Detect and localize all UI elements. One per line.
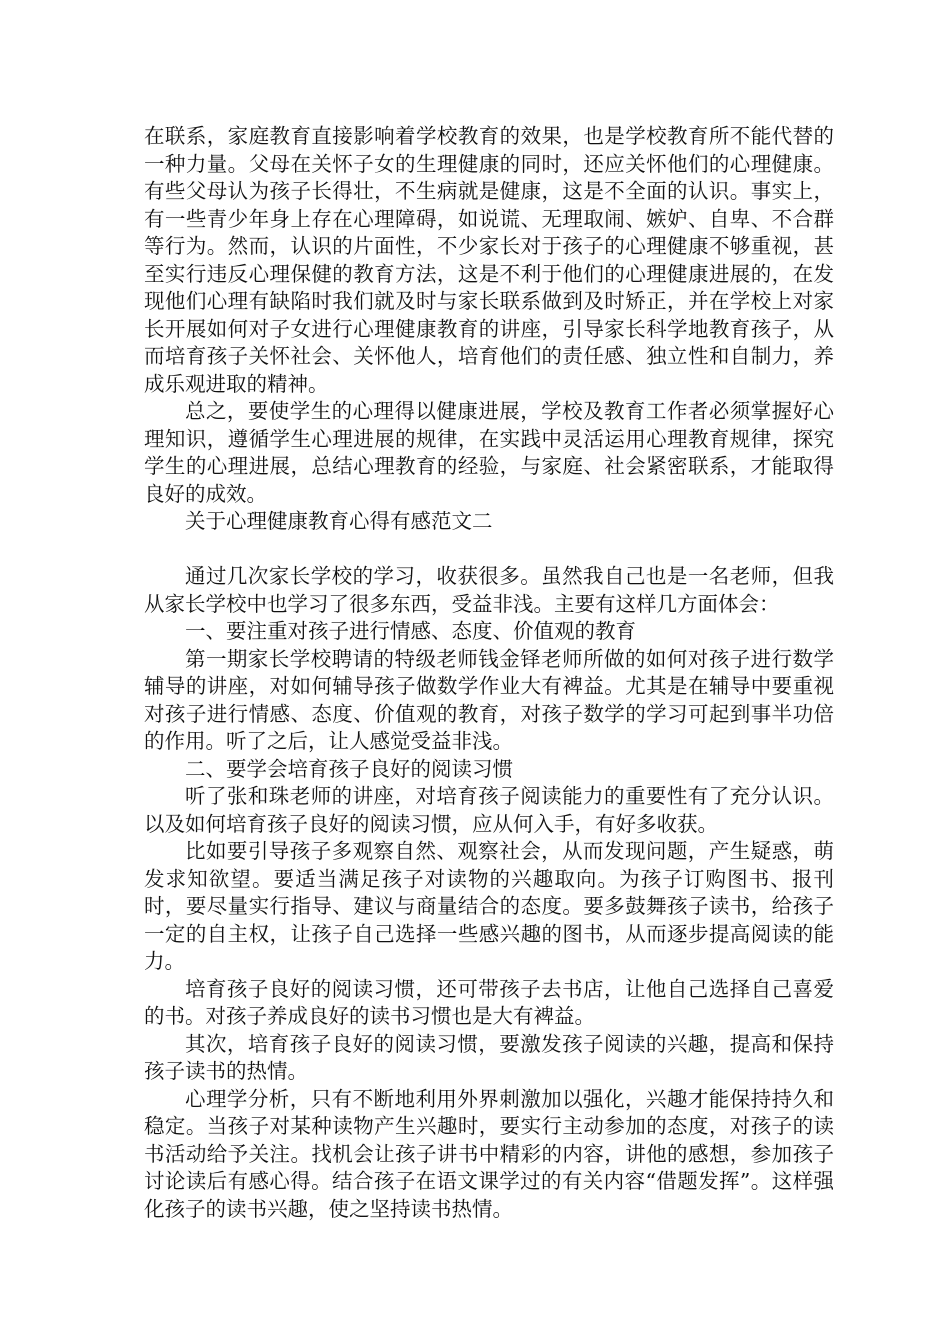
- body-paragraph: 第一期家长学校聘请的特级老师钱金铎老师所做的如何对孩子进行数学辅导的讲座，对如何辅导孩子做数学作业大有裨益。尤其是在辅导中要重视对孩子进行情感、态度、价值观的教育，对孩子数学的学习可起到事半功倍的作用。听了之后，让人感觉受益非浅。: [144, 646, 834, 753]
- body-paragraph: 总之，要使学生的心理得以健康进展，学校及教育工作者必须掌握好心理知识，遵循学生心理进展的规律，在实践中灵活运用心理教育规律，探究学生的心理进展，总结心理教育的经验，与家庭、社会紧密联系，才能取得良好的成效。: [144, 399, 834, 506]
- blank-line: [144, 536, 834, 564]
- body-paragraph: 培育孩子良好的阅读习惯，还可带孩子去书店，让他自己选择自己喜爱的书。对孩子养成良好的读书习惯也是大有裨益。: [144, 976, 834, 1028]
- section-title: 关于心理健康教育心得有感范文二: [185, 509, 493, 533]
- document-page: [144, 123, 834, 1223]
- body-paragraph: 在联系，家庭教育直接影响着学校教育的效果，也是学校教育所不能代替的一种力量。父母在关怀子女的生理健康的同时，还应关怀他们的心理健康。有些父母认为孩子长得壮，不生病就是健康，这是不全面的认识。事实上，有一些青少年身上存在心理障碍，如说谎、无理取闹、嫉妒、自卑、不合群等行为。然而，认识的片面性，不少家长对于孩子的心理健康不够重视，甚至实行违反心理保健的教育方法，这是不利于他们的心理健康进展的，在发现他们心理有缺陷时我们就及时与家长联系做到及时矫正，并在学校上对家长开展如何对子女进行心理健康教育的讲座，引导家长科学地教育孩子，从而培育孩子关怀社会、关怀他人，培育他们的责任感、独立性和自制力，养成乐观进取的精神。: [144, 124, 834, 396]
- body-paragraph: 听了张和珠老师的讲座，对培育孩子阅读能力的重要性有了充分认识。以及如何培育孩子良好的阅读习惯，应从何入手，有好多收获。: [144, 784, 834, 836]
- body-paragraph: 通过几次家长学校的学习，收获很多。虽然我自己也是一名老师，但我从家长学校中也学习了很多东西，受益非浅。主要有这样几方面体会：: [144, 564, 834, 616]
- body-paragraph: 心理学分析，只有不断地利用外界刺激加以强化，兴趣才能保持持久和稳定。当孩子对某种读物产生兴趣时，要实行主动参加的态度，对孩子的读书活动给予关注。找机会让孩子讲书中精彩的内容，讲他的感想，参加孩子讨论读后有感心得。结合孩子在语文课学过的有关内容“借题发挥”。这样强化孩子的读书兴趣，使之坚持读书热情。: [144, 1086, 834, 1221]
- body-paragraph: 其次，培育孩子良好的阅读习惯，要激发孩子阅读的兴趣，提高和保持孩子读书的热情。: [144, 1031, 834, 1083]
- body-paragraph: 比如要引导孩子多观察自然、观察社会，从而发现问题，产生疑惑，萌发求知欲望。要适当满足孩子对读物的兴趣取向。为孩子订购图书、报刊时，要尽量实行指导、建议与商量结合的态度。要多鼓舞孩子读书，给孩子一定的自主权，让孩子自己选择一些感兴趣的图书，从而逐步提高阅读的能力。: [144, 839, 834, 973]
- subheading: 二、要学会培育孩子良好的阅读习惯: [185, 756, 513, 781]
- subheading: 一、要注重对孩子进行情感、态度、价值观的教育: [185, 619, 636, 643]
